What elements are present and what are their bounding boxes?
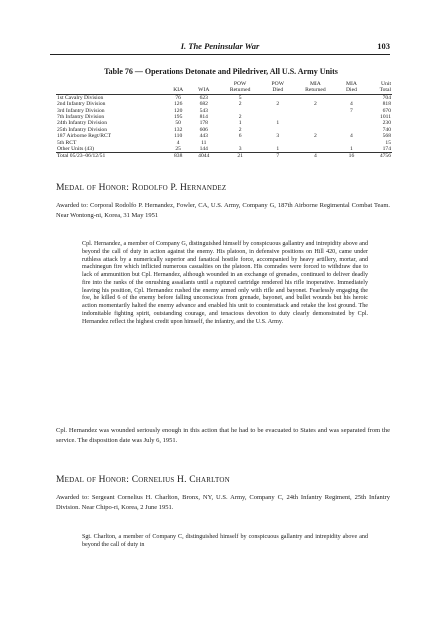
moh-hernandez-award: Awarded to: Corporal Rodolfo P. Hernandez, Fowler, CA, U.S. Army, Company G, 187th Airborne Regimental Combat Team. Near Wontong-ni, Korea, 31 May 1951 (56, 202, 390, 219)
moh-hernandez-citation: Cpl. Hernandez, a member of Company G, distinguished himself by conspicuous gallantry and intrepidity above and beyond the call of duty in action against the enemy. His platoon, in defensive positions on Hill 420, came under ruthless attack by a numerically superior and fanatical hostile force, accompanied by heavy artillery, mortar, and machinegun fire which inflicted numerous casualties on the platoon. His comrades were forced to withdraw due to lack of ammunition but Cpl. Hernandez, although wounded in an exchange of grenades, continued to deliver deadly fire into the ranks of the onrushing assailants until a ruptured cartridge rendered his rifle inoperative. Immediately leaving his position, Cpl. Hernandez rushed the enemy armed only with rifle and bayonet. Fearlessly engaging the foe, he killed 6 of the enemy before falling unconscious from grenade, bayonet, and bullet wounds but his heroic action momentarily halted the enemy advance and enabled his unit to counterattack and retake the lost ground. The indomitable fighting spirit, outstanding courage, and tenacious devotion to duty clearly demonstrated by Cpl. Hernandez reflect the highest credit upon himself, the infantry, and the U.S. Army. (82, 241, 368, 325)
table-row: 24th Infantry Division 50 178 1 1 230 (57, 120, 391, 127)
moh-hernandez-title: Medal of Honor: Rodolfo P. Hernandez (56, 183, 227, 193)
table-row: 187 Airborne Regt/RCT 110 443 6 3 2 4 568 (57, 133, 391, 140)
table-title: Table 76 — Operations Detonate and Piledriver, All U.S. Army Units (104, 67, 338, 76)
table-total-row: Total 05/23–06/12/51 838 4044 21 7 4 16 4756 (57, 153, 391, 160)
table-row: 5th RCT 4 11 15 (57, 139, 391, 146)
header-unit (56, 81, 166, 94)
header-kia: KIA (166, 81, 190, 94)
moh-charlton-citation: Sgt. Charlton, a member of Company C, distinguished himself by conspicuous gallantry and intrepidity above and beyond the call of duty in (82, 534, 368, 548)
header-unit-total: Unit Total (365, 81, 392, 94)
table-row: 25th Infantry Division 132 606 2 740 (57, 126, 391, 133)
header-pow-returned: POW Returned (217, 81, 263, 94)
header-pow-died: POW Died (263, 81, 292, 94)
moh-charlton-title: Medal of Honor: Cornelius H. Charlton (56, 475, 230, 485)
running-head (50, 40, 390, 55)
moh-charlton-award: Awarded to: Sergeant Cornelius H. Charlton, Bronx, NY, U.S. Army, Company C, 24th Infantry Regiment, 25th Infantry Division. Near Chipo-ri, Korea, 2 June 1951. (56, 494, 390, 511)
header-wia: WIA (190, 81, 217, 94)
table-header-row (56, 81, 392, 94)
chapter-title: I. The Peninsular War (180, 41, 260, 51)
moh-hernandez-note: Cpl. Hernandez was wounded seriously enough in this action that he had to be evacuated to States and was separated from the service. The disposition date was July 6, 1951. (56, 427, 390, 444)
table-row: 7th Infantry Division 195 814 2 1011 (57, 114, 391, 121)
page-number: 103 (377, 41, 390, 51)
table-row: 2nd Infantry Division 126 682 2 2 2 4 818 (57, 101, 391, 108)
table-row: 3rd Infantry Division 120 543 7 670 (57, 107, 391, 114)
table-row: Other Units (43) 25 144 3 1 1 174 (57, 146, 391, 153)
casualty-table (56, 81, 392, 160)
header-mia-died: MIA Died (338, 81, 364, 94)
table-row: 1st Cavalry Division 76 623 5 704 (57, 94, 391, 101)
header-mia-returned: MIA Returned (292, 81, 338, 94)
